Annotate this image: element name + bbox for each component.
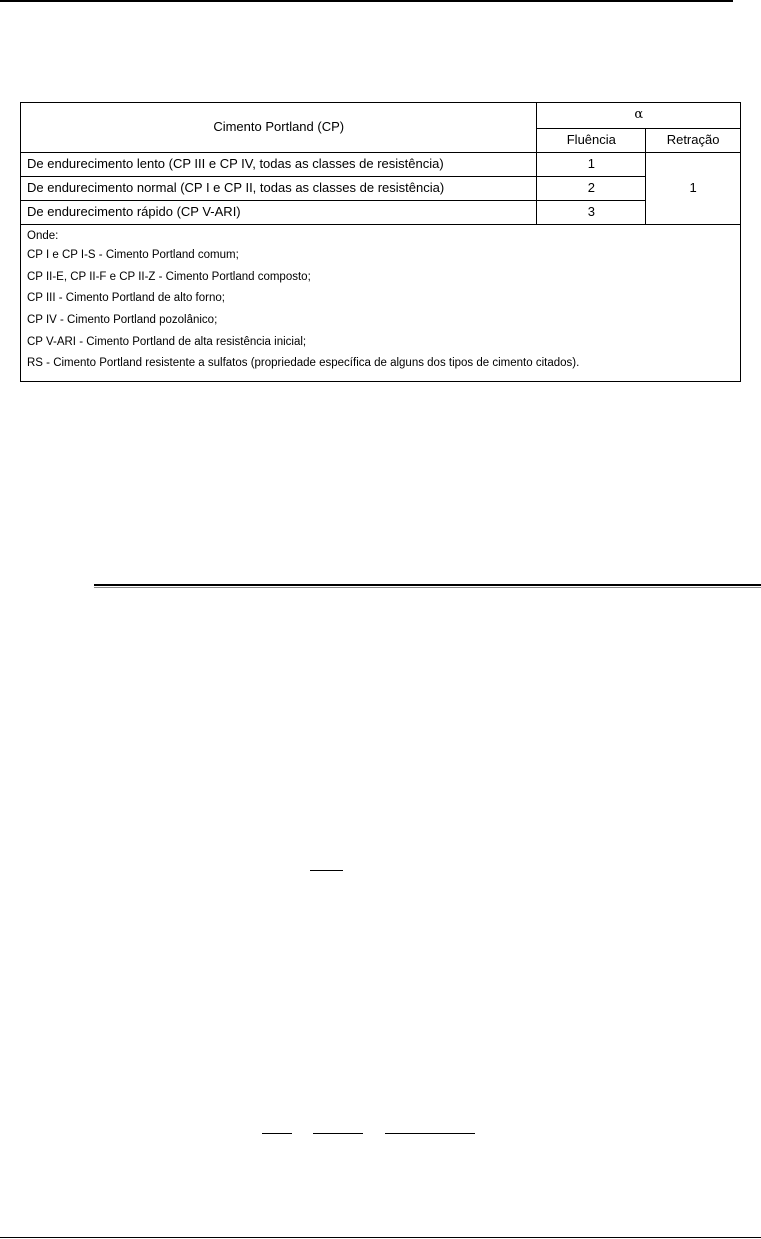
retracao-value: 1 — [646, 153, 741, 225]
row-fluencia: 3 — [537, 201, 646, 225]
row-label: De endurecimento rápido (CP V-ARI) — [21, 201, 537, 225]
row-label: De endurecimento normal (CP I e CP II, todas as classes de resistência) — [21, 177, 537, 201]
header-cement: Cimento Portland (CP) — [21, 103, 537, 153]
note-line: CP III - Cimento Portland de alto forno; — [27, 292, 225, 305]
row-label: De endurecimento lento (CP III e CP IV, todas as classes de resistência) — [21, 153, 537, 177]
fraction-bar — [262, 1133, 292, 1134]
note-line: Onde: — [27, 230, 59, 242]
section-rule — [94, 584, 761, 586]
header-rule — [0, 0, 733, 2]
header-retracao: Retração — [646, 129, 741, 153]
note-line: CP I e CP I-S - Cimento Portland comum; — [27, 249, 239, 261]
footer-rule — [0, 1237, 761, 1238]
cement-alpha-table — [20, 102, 741, 382]
fraction-bar — [385, 1133, 475, 1134]
note-line: CP IV - Cimento Portland pozolânico; — [27, 314, 218, 327]
table-row — [21, 153, 741, 177]
note-line: CP V-ARI - Cimento Portland de alta resistência inicial; — [27, 335, 307, 348]
fraction-bar — [313, 1133, 363, 1134]
table-row — [21, 177, 741, 201]
fraction-bar — [310, 870, 343, 871]
note-line: RS - Cimento Portland resistente a sulfatos (propriedade específica de alguns dos tipos de cimento citados). — [27, 357, 580, 370]
notes-cell — [21, 225, 741, 382]
row-fluencia: 1 — [537, 153, 646, 177]
header-fluencia: Fluência — [537, 129, 646, 153]
header-alpha: α — [537, 103, 741, 129]
row-fluencia: 2 — [537, 177, 646, 201]
table-row — [21, 201, 741, 225]
note-line: CP II-E, CP II-F e CP II-Z - Cimento Portland composto; — [27, 270, 311, 283]
section-rule-shadow — [94, 587, 761, 588]
